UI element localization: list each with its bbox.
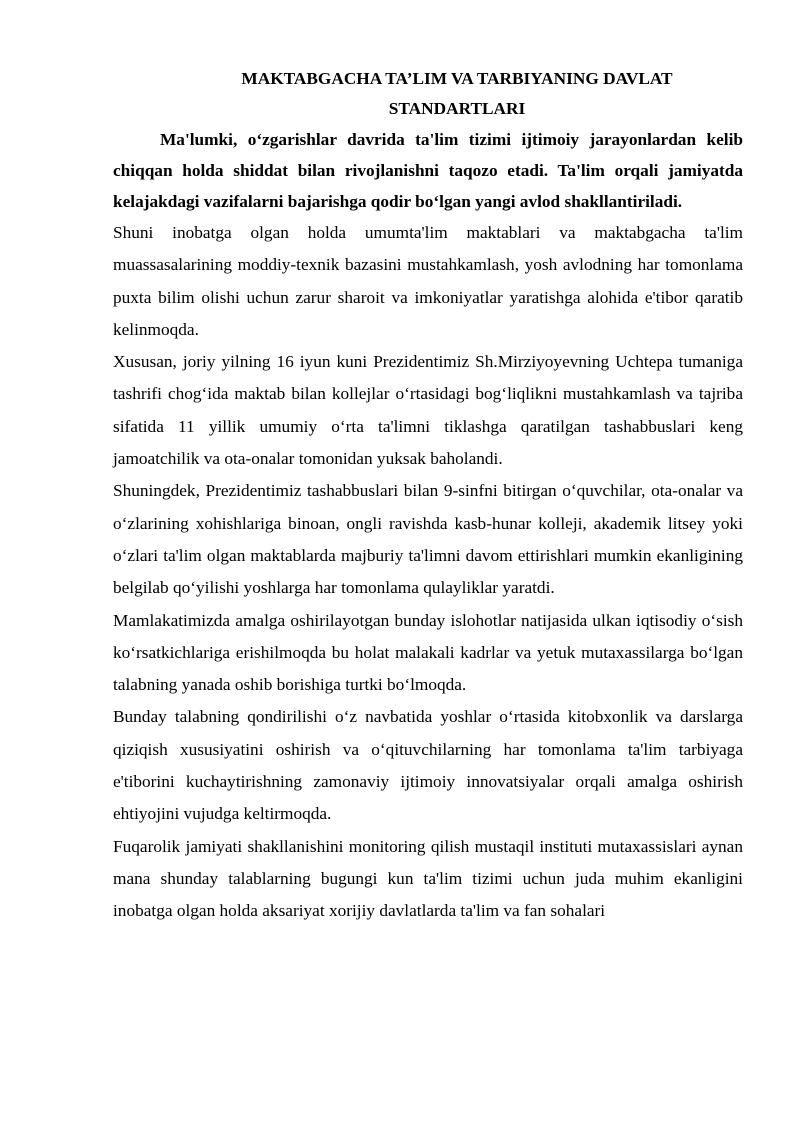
body-paragraph-6: Fuqarolik jamiyati shakllanishini monitoring qilish mustaqil instituti mutaxassislari aynan mana shunday talablarning bugungi kun ta'lim tizimi uchun juda muhim ekanligini inobatga olgan holda aksariyat xorijiy davlatlarda ta'lim va fan sohalari [113, 836, 743, 921]
document-page [113, 64, 743, 928]
intro-paragraph: Ma'lumki, o‘zgarishlar davrida ta'lim tizimi ijtimoiy jarayonlardan kelib chiqqan holda shiddat bilan rivojlanishni taqozo etadi. Ta'lim orqali jamiyatda kelajakdagi vazifalarni bajarishga qodir bo‘lgan yangi avlod shakllantiriladi. [113, 130, 743, 211]
document-title [113, 64, 743, 124]
body-paragraph-3: Shuningdek, Prezidentimiz tashabbuslari bilan 9-sinfni bitirgan o‘quvchilar, ota-onalar va o‘zlarining xohishlariga binoan, ongli ravishda kasb-hunar kolleji, akademik litsey yoki o‘zlari ta'lim olgan maktablarda majburiy ta'limni davom ettirishlari mumkin ekanligining belgilab qo‘yilishi yoshlarga har tomonlama qulayliklar yaratdi. [113, 481, 743, 598]
body-paragraph-4: Mamlakatimizda amalga oshirilayotgan bunday islohotlar natijasida ulkan iqtisodiy o‘sish ko‘rsatkichlariga erishilmoqda bu holat malakali kadrlar va yetuk mutaxassilarga bo‘lgan talabning yanada oshib borishiga turtki bo‘lmoqda. [113, 610, 743, 695]
title-line-1: MAKTABGACHA TA’LIM VA TARBIYANING DAVLAT [241, 69, 673, 88]
body-paragraph-1: Shuni inobatga olgan holda umumta'lim maktablari va maktabgacha ta'lim muassasalarining moddiy-texnik bazasini mustahkamlash, yosh avlodning har tomonlama puxta bilim olishi uchun zarur sharoit va imkoniyatlar yaratishga alohida e'tibor qaratib kelinmoqda. [113, 223, 743, 339]
title-line-2: STANDARTLARI [388, 99, 526, 118]
body-paragraph-5: Bunday talabning qondirilishi o‘z navbatida yoshlar o‘rtasida kitobxonlik va darslarga qiziqish xususiyatini oshirish va o‘qituvchilarning har tomonlama ta'lim tarbiyaga e'tiborini kuchaytirishning zamonaviy ijtimoiy innovatsiyalar orqali amalga oshirish ehtiyojini vujudga keltirmoqda. [113, 707, 743, 824]
body-paragraph-2: Xususan, joriy yilning 16 iyun kuni Prezidentimiz Sh.Mirziyoyevning Uchtepa tumaniga tashrifi chog‘ida maktab bilan kollejlar o‘rtasidagi bog‘liqlikni mustahkamlash va tajriba sifatida 11 yillik umumiy o‘rta ta'limni tiklashga qaratilgan tashabbuslari keng jamoatchilik va ota-onalar tomonidan yuksak baholandi. [113, 352, 743, 469]
